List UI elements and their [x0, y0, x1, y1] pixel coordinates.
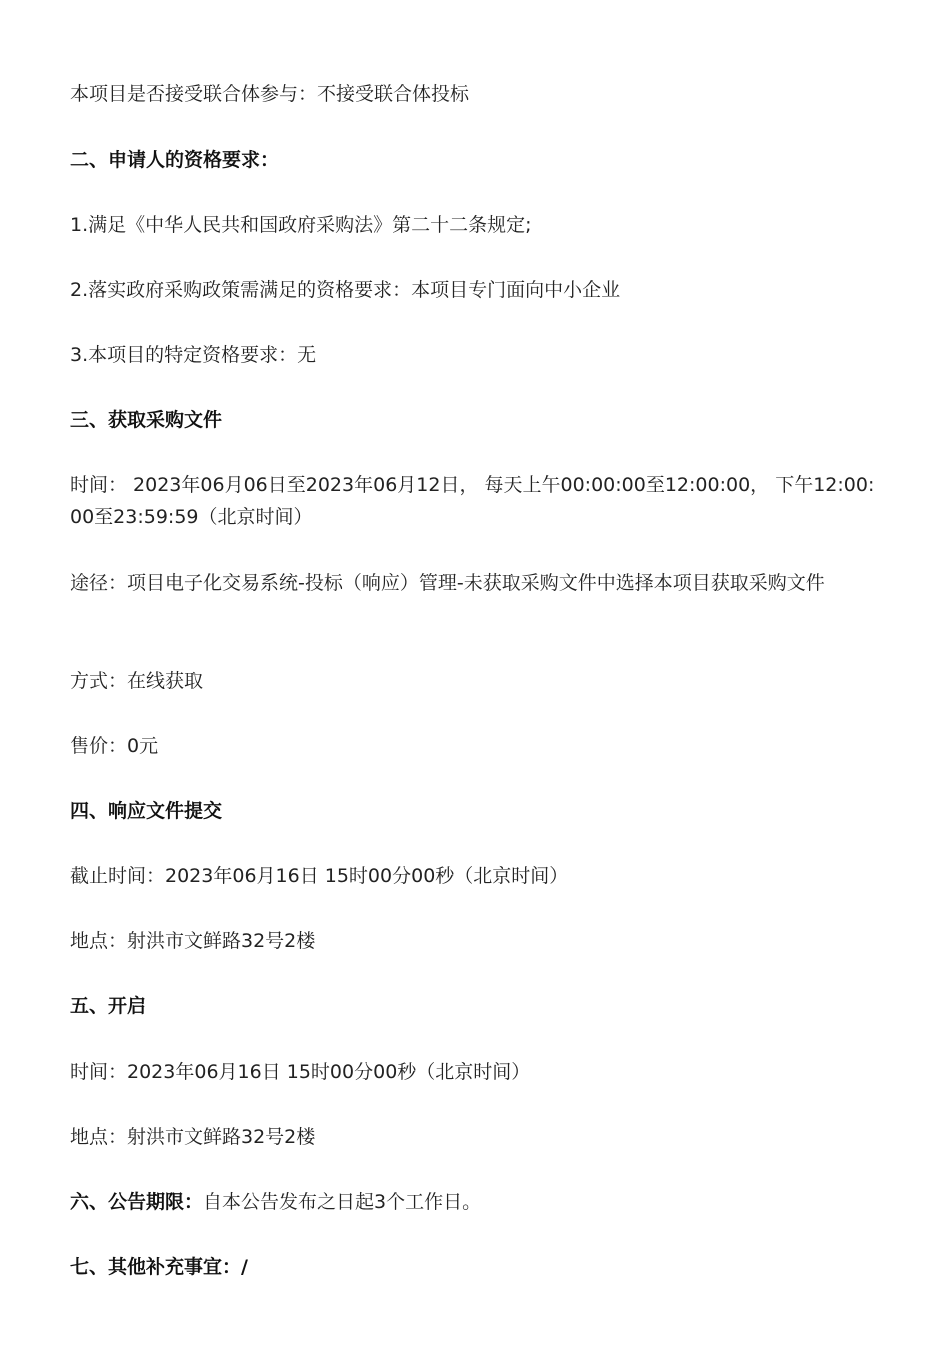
- section-6-heading: 六、公告期限：: [70, 1191, 204, 1213]
- section-4-heading: 四、响应文件提交: [70, 800, 223, 822]
- consortium-statement: 本项目是否接受联合体参与：不接受联合体投标: [70, 83, 470, 105]
- section-3-heading: 三、获取采购文件: [70, 409, 223, 431]
- document-acquisition-time: 时间： 2023年06月06日至2023年06月12日， 每天上午00:00:00至12:00:00， 下午12:00:00至23:59:59（北京时间）: [70, 474, 875, 528]
- submission-deadline: 截止时间：2023年06月16日 15时00分00秒（北京时间）: [70, 865, 569, 887]
- qualification-item-1: 1.满足《中华人民共和国政府采购法》第二十二条规定;: [70, 214, 532, 236]
- document-acquisition-method: 方式：在线获取: [70, 670, 204, 692]
- opening-time: 时间：2023年06月16日 15时00分00秒（北京时间）: [70, 1061, 531, 1083]
- section-2-heading: 二、申请人的资格要求：: [70, 149, 280, 171]
- qualification-item-3: 3.本项目的特定资格要求：无: [70, 344, 317, 366]
- section-5-heading: 五、开启: [70, 995, 147, 1017]
- announcement-period-text: 自本公告发布之日起3个工作日。: [203, 1191, 482, 1213]
- qualification-item-2: 2.落实政府采购政策需满足的资格要求：本项目专门面向中小企业: [70, 279, 621, 301]
- document-price: 售价：0元: [70, 735, 159, 757]
- opening-location: 地点：射洪市文鲜路32号2楼: [70, 1126, 316, 1148]
- section-6-announcement-period: [70, 1186, 885, 1218]
- document-acquisition-route: 途径：项目电子化交易系统-投标（响应）管理-未获取采购文件中选择本项目获取采购文件: [70, 572, 825, 594]
- submission-location: 地点：射洪市文鲜路32号2楼: [70, 930, 316, 952]
- section-7-heading: 七、其他补充事宜：/: [70, 1256, 248, 1278]
